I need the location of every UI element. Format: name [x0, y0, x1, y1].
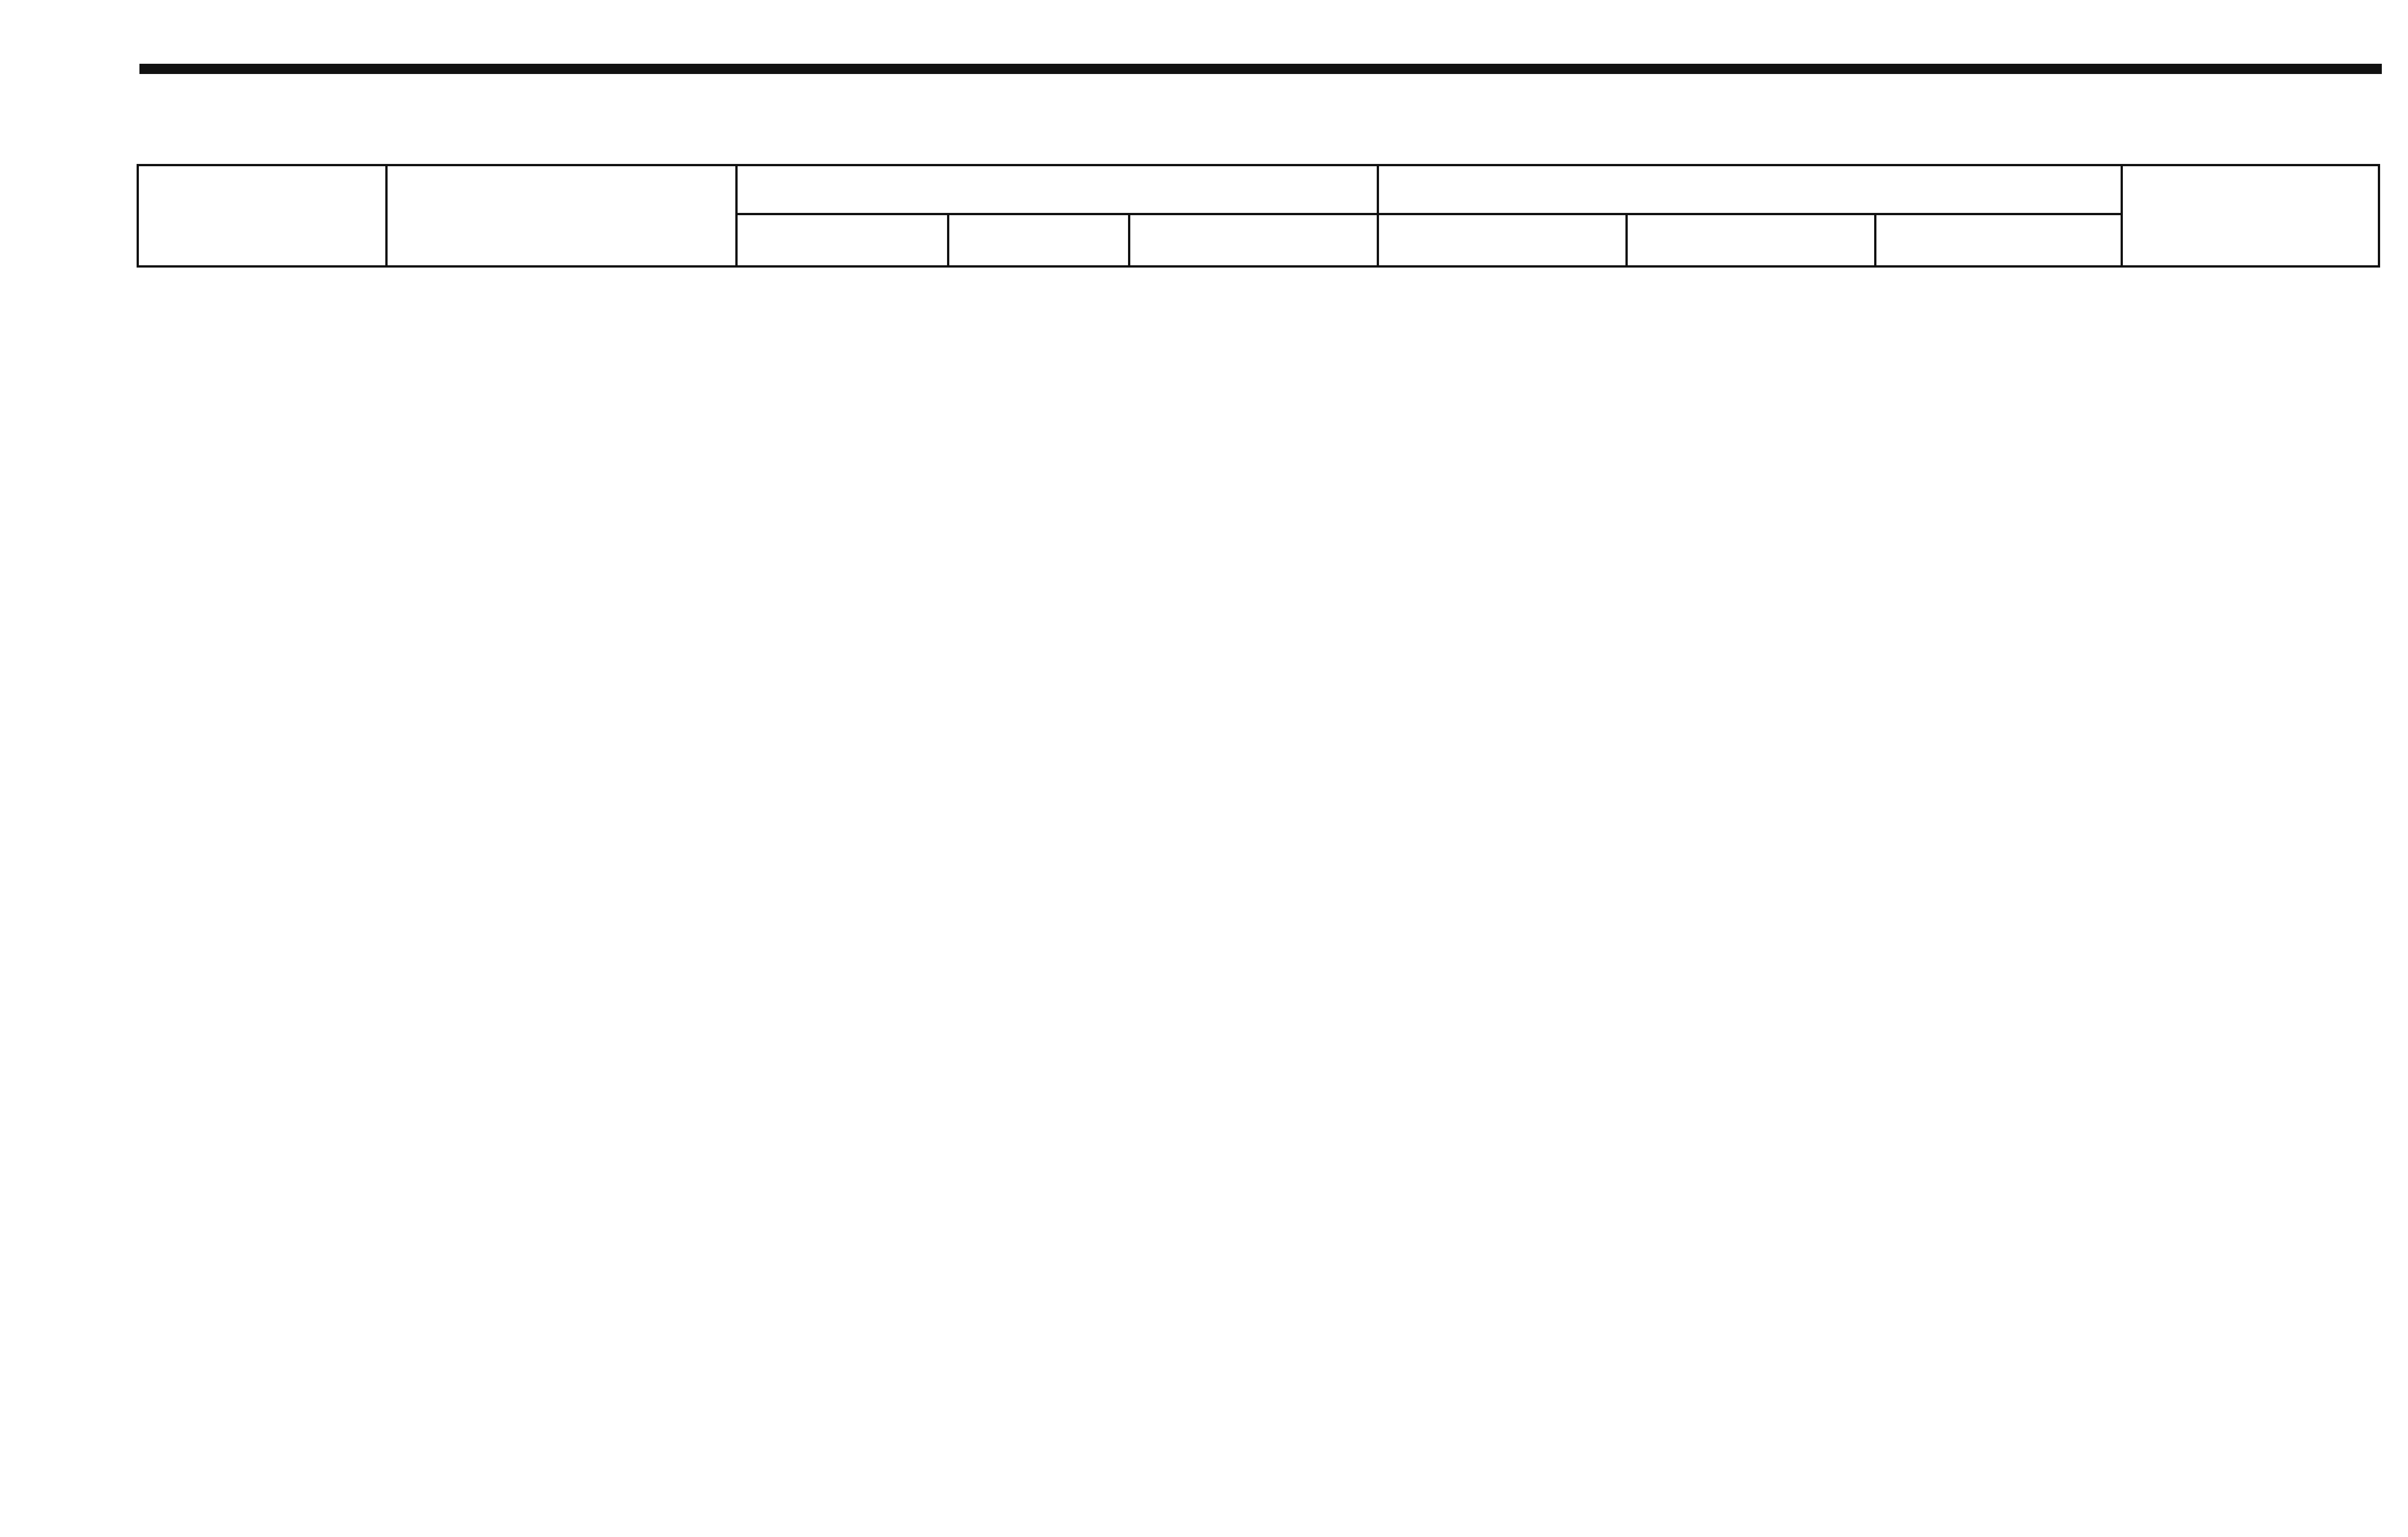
- column-header-timing: [386, 165, 736, 266]
- column-header-group2: [1378, 165, 2122, 214]
- column-header-group1: [736, 165, 1378, 214]
- subgroup-header: [948, 214, 1129, 266]
- subgroup-header: [1627, 214, 1875, 266]
- subgroup-header: [1129, 214, 1378, 266]
- hemodynamics-table: [137, 164, 2380, 268]
- subgroup-header: [1875, 214, 2122, 266]
- column-header-control: [2122, 165, 2379, 266]
- subgroup-header: [1378, 214, 1627, 266]
- column-header-indicators: [138, 165, 386, 266]
- header-rule: [139, 64, 2382, 74]
- subgroup-header: [736, 214, 948, 266]
